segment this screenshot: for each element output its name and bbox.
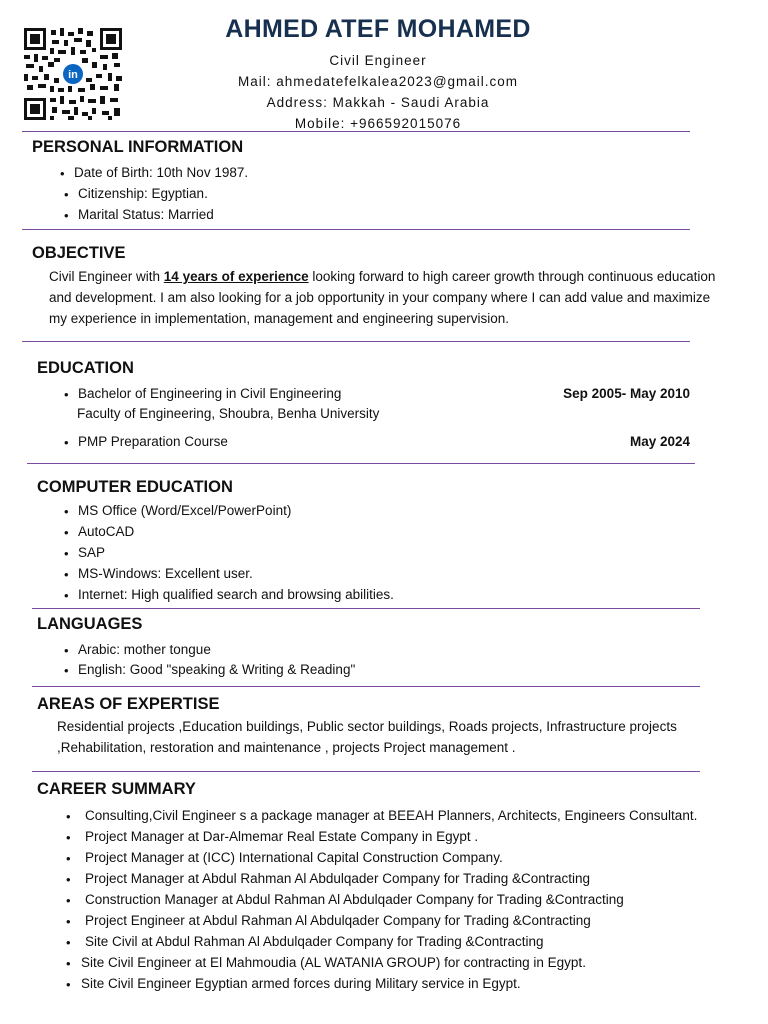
section-heading-objective: OBJECTIVE [32,244,126,262]
expertise-text: Residential projects ,Education buildings, Public sector buildings, Roads projects, Infrastructure projects ,Rehabilitation, restoration and maintenance , projects Project management . [57,719,677,755]
bullet: • [64,208,69,223]
education-school: Faculty of Engineering, Shoubra, Benha University [77,406,380,421]
contact-mail[interactable]: Mail: ahmedatefelkalea2023@gmail.com [237,74,519,89]
language-item: English: Good "speaking & Writing & Reading" [78,662,356,677]
bullet: • [66,935,71,950]
computer-item: MS Office (Word/Excel/PowerPoint) [78,503,292,518]
career-item: Project Manager at (ICC) International Capital Construction Company. [85,850,503,865]
career-item: Project Engineer at Abdul Rahman Al Abdulqader Company for Trading &Contracting [85,913,591,928]
personal-item: Citizenship: Egyptian. [78,186,208,201]
bullet: • [64,567,69,582]
divider [32,686,700,687]
computer-item: AutoCAD [78,524,135,539]
bullet: • [64,588,69,603]
section-heading-languages: LANGUAGES [37,615,143,633]
bullet: • [64,525,69,540]
objective-text: Civil Engineer with 14 years of experience looking forward to high career growth through continuous education and development. I am also looking for a job opportunity in your company where I can add value and maximize my experience in implementation, management and engineering supervision. [49,269,716,326]
bullet: • [66,914,71,929]
experience-highlight: 14 years of experience [163,269,309,284]
bullet: • [64,387,69,402]
career-item: Project Manager at Abdul Rahman Al Abdulqader Company for Trading &Contracting [85,871,591,886]
bullet: • [66,809,71,824]
contact-address: Address: Makkah - Saudi Arabia [266,95,490,110]
bullet: • [66,851,71,866]
section-heading-computer: COMPUTER EDUCATION [37,478,233,496]
career-item: Site Civil Engineer at El Mahmoudia (AL WATANIA GROUP) for contracting in Egypt. [81,955,586,970]
bullet: • [66,977,71,992]
bullet: • [66,872,71,887]
divider [27,463,695,464]
job-title: Civil Engineer [329,53,427,68]
education-degree: PMP Preparation Course [78,434,228,449]
bullet: • [66,956,71,971]
section-heading-expertise: AREAS OF EXPERTISE [37,695,220,713]
candidate-name: AHMED ATEF MOHAMED [225,15,531,43]
career-item: Construction Manager at Abdul Rahman Al Abdulqader Company for Trading &Contracting [85,892,624,907]
divider [32,771,700,772]
section-heading-education: EDUCATION [37,359,134,377]
divider [22,131,690,132]
divider [22,341,690,342]
career-item: Consulting,Civil Engineer s a package manager at BEEAH Planners, Architects, Engineers Consultant. [85,808,698,823]
computer-item: SAP [78,545,106,560]
career-item: Site Civil Engineer Egyptian armed forces during Military service in Egypt. [81,976,521,991]
education-date: Sep 2005- May 2010 [563,386,690,401]
section-heading-career: CAREER SUMMARY [37,780,196,798]
bullet: • [64,504,69,519]
bullet: • [64,663,69,678]
personal-item: Marital Status: Married [78,207,214,222]
bullet: • [66,830,71,845]
linkedin-badge-text: in [68,69,78,81]
career-item: Site Civil at Abdul Rahman Al Abdulqader Company for Trading &Contracting [85,934,544,949]
language-item: Arabic: mother tongue [78,642,211,657]
education-date: May 2024 [629,434,690,449]
section-heading-personal: PERSONAL INFORMATION [32,138,244,156]
bullet: • [64,546,69,561]
bullet: • [60,166,65,181]
computer-item: Internet: High qualified search and browsing abilities. [78,587,394,602]
bullet: • [64,643,69,658]
divider [32,608,700,609]
bullet: • [64,435,69,450]
bullet: • [66,893,71,908]
divider [22,229,690,230]
career-item: Project Manager at Dar-Almemar Real Estate Company in Egypt . [85,829,479,844]
contact-mobile: Mobile: +966592015076 [294,116,462,131]
education-degree: Bachelor of Engineering in Civil Engineering [78,386,342,401]
bullet: • [64,187,69,202]
personal-item: Date of Birth: 10th Nov 1987. [74,165,249,180]
computer-item: MS-Windows: Excellent user. [78,566,253,581]
